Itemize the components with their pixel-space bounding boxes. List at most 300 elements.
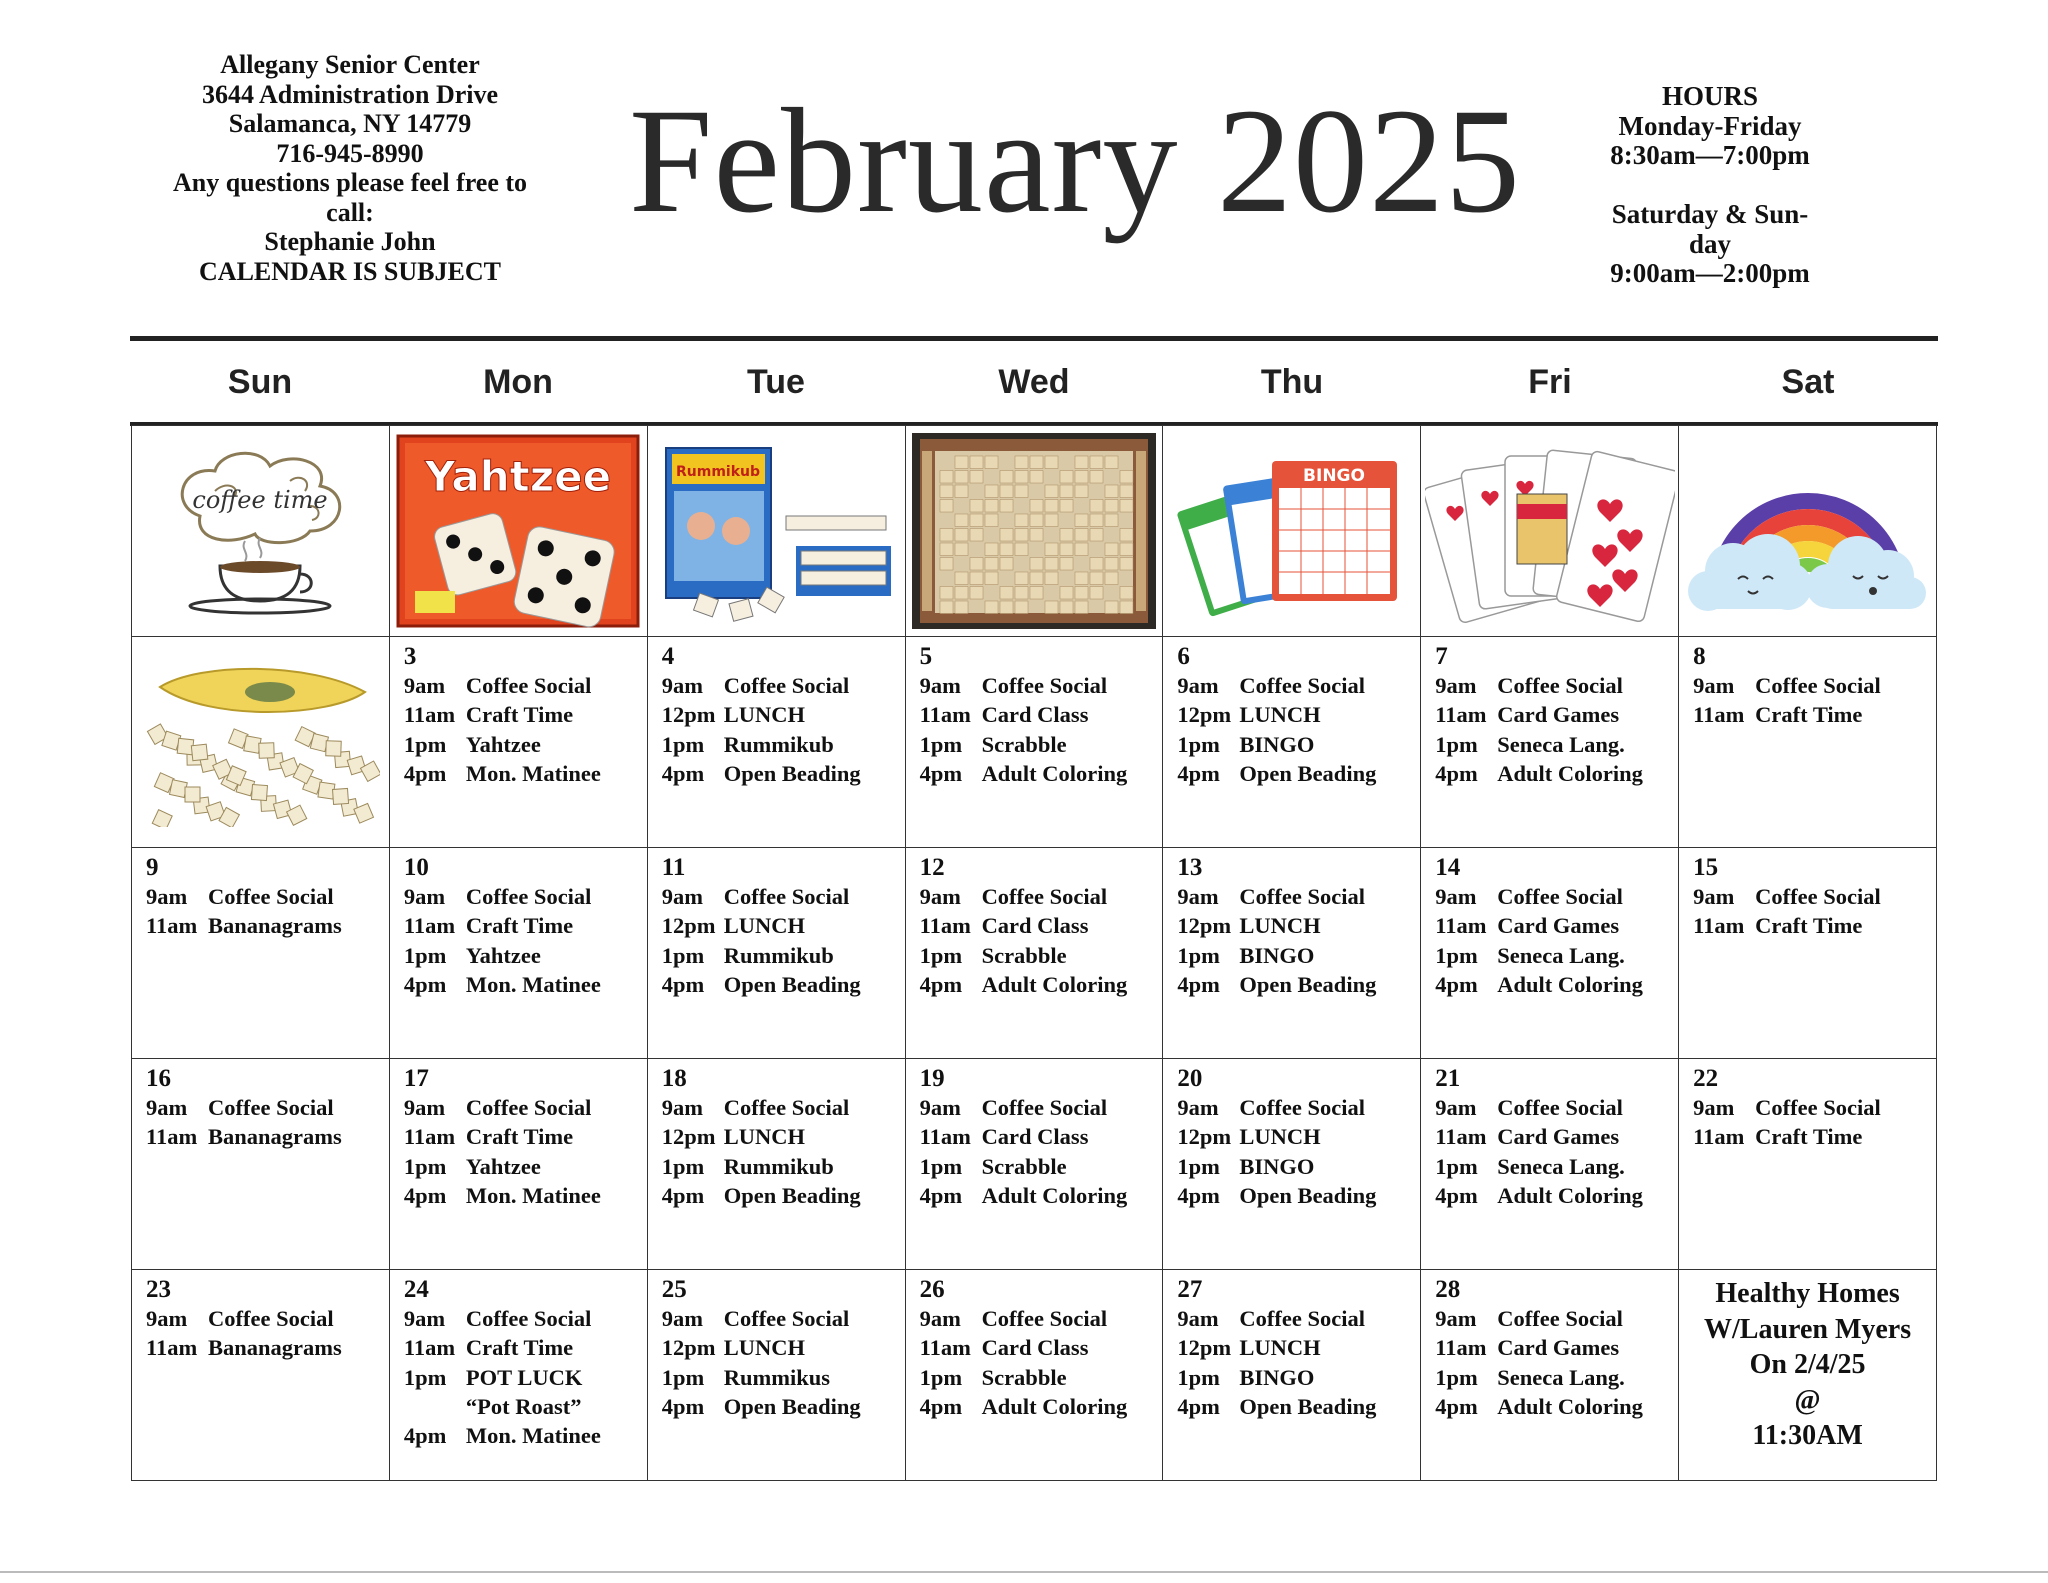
rainbow-clouds-icon <box>1688 441 1928 621</box>
day-cell <box>648 847 906 1058</box>
hours-weekend-label-cont: day <box>1688 228 1732 259</box>
event-entry <box>1693 911 1936 940</box>
event-activity: Coffee Social <box>1497 1095 1623 1120</box>
day-cell <box>1163 847 1421 1058</box>
event-entry <box>146 1093 389 1122</box>
event-activity: Coffee Social <box>981 673 1108 698</box>
event-time: 4pm <box>919 1393 963 1419</box>
event-activity: Open Beading <box>723 1182 861 1208</box>
day-number: 10 <box>403 854 429 881</box>
event-activity: BINGO <box>1239 731 1315 757</box>
event-time: 4pm <box>919 971 963 997</box>
event-entry <box>920 1152 1163 1181</box>
day-cell <box>132 847 390 1058</box>
event-activity: Seneca Lang. <box>1497 731 1625 757</box>
event-activity: BINGO <box>1239 942 1315 968</box>
hours-weekend-label: Saturday & Sun- <box>1611 199 1809 229</box>
event-activity: Card Games <box>1497 913 1620 939</box>
event-entry <box>1177 941 1420 970</box>
event-time: 1pm <box>919 1364 963 1390</box>
healthy-homes-note <box>1679 1269 1937 1480</box>
event-entry <box>920 1304 1163 1333</box>
event-activity: Open Beading <box>1239 971 1377 997</box>
svg-text:coffee time: coffee time <box>192 486 329 514</box>
event-entry <box>920 1392 1163 1421</box>
day-cell <box>906 847 1164 1058</box>
event-activity: “Pot Roast” <box>465 1393 582 1419</box>
event-activity: LUNCH <box>723 1124 805 1150</box>
event-entry <box>1435 911 1678 940</box>
event-entry <box>146 882 389 911</box>
event-time: 1pm <box>403 731 447 757</box>
questions-line: Any questions please feel free to <box>172 168 528 197</box>
event-time: 4pm <box>1177 971 1220 997</box>
event-entry <box>1435 1392 1678 1421</box>
day-cell <box>132 1058 390 1269</box>
event-time: 12pm <box>661 913 716 939</box>
note-line: On 2/4/25 <box>1749 1349 1866 1380</box>
note-line: @ <box>1794 1384 1821 1416</box>
note-line: 11:30AM <box>1752 1420 1863 1451</box>
event-activity: Craft Time <box>1755 1124 1863 1150</box>
event-time: 9am <box>1435 673 1477 698</box>
event-entry <box>920 700 1163 729</box>
event-entry <box>1177 1304 1420 1333</box>
event-time: 4pm <box>919 1182 963 1208</box>
note-line: W/Lauren Myers <box>1704 1313 1912 1345</box>
event-time: 4pm <box>661 1393 705 1419</box>
event-activity: Scrabble <box>981 942 1067 968</box>
event-time: 1pm <box>1177 731 1220 757</box>
day-number: 24 <box>403 1276 429 1303</box>
weekday-sat: Sat <box>1781 363 1835 401</box>
event-activity: Card Games <box>1497 1335 1620 1361</box>
event-entry <box>404 1392 647 1421</box>
event-entry <box>1177 1363 1420 1392</box>
event-time: 12pm <box>661 1124 716 1150</box>
event-activity: Coffee Social <box>1239 673 1366 698</box>
hours-weekday-time: 8:30am—7:00pm <box>1610 140 1810 170</box>
event-entry <box>1435 1093 1678 1122</box>
event-time: 11am <box>403 913 456 939</box>
event-time: 9am <box>403 1306 446 1331</box>
event-activity: LUNCH <box>723 1335 805 1361</box>
event-activity: Coffee Social <box>465 1306 592 1331</box>
event-activity: Adult Coloring <box>1497 1393 1643 1419</box>
event-time: 11am <box>403 702 456 728</box>
day-number: 7 <box>1435 643 1448 670</box>
day-cell <box>906 636 1164 847</box>
bingo-picture <box>1163 425 1421 636</box>
weekday-header-row <box>131 341 1937 425</box>
event-time: 9am <box>1177 673 1219 698</box>
event-time: 9am <box>146 884 188 909</box>
event-activity: POT LUCK <box>465 1364 583 1390</box>
event-activity: Craft Time <box>465 1124 574 1150</box>
event-time: 9am <box>1693 673 1735 698</box>
event-time: 9am <box>919 884 961 909</box>
event-time: 4pm <box>1177 1182 1220 1208</box>
day-number: 13 <box>1177 854 1203 881</box>
page-bottom-edge <box>0 1571 2048 1573</box>
event-activity: Coffee Social <box>1497 1306 1623 1331</box>
event-entry <box>404 1363 647 1392</box>
event-time: 9am <box>1435 1095 1477 1120</box>
event-entry <box>920 1363 1163 1392</box>
event-time: 4pm <box>1177 760 1220 786</box>
weekday-sun: Sun <box>227 363 293 401</box>
hours-block <box>1580 82 1840 289</box>
event-activity: Coffee Social <box>1755 1095 1881 1120</box>
event-entry <box>1435 671 1678 700</box>
day-number: 23 <box>146 1276 171 1303</box>
event-entry <box>404 1181 647 1210</box>
day-number: 26 <box>919 1276 945 1303</box>
event-activity: Open Beading <box>723 760 861 786</box>
event-entry <box>920 1181 1163 1210</box>
event-activity: Adult Coloring <box>1497 1182 1643 1208</box>
event-time: 9am <box>919 1095 961 1120</box>
yahtzee-box-icon <box>395 433 641 629</box>
event-time: 11am <box>403 1335 456 1361</box>
event-time: 11am <box>1435 1335 1487 1361</box>
event-activity: LUNCH <box>1239 913 1321 939</box>
event-time: 1pm <box>1435 942 1478 968</box>
event-time: 9am <box>1693 884 1735 909</box>
event-entry <box>662 1363 905 1392</box>
event-time: 11am <box>146 1124 198 1150</box>
event-activity: Yahtzee <box>465 942 541 968</box>
event-time: 9am <box>661 673 703 698</box>
subject-notice: CALENDAR IS SUBJECT <box>199 256 501 286</box>
day-number: 14 <box>1435 854 1461 881</box>
day-cell <box>1421 1269 1679 1480</box>
day-cell <box>1679 636 1937 847</box>
event-time: 9am <box>919 1306 961 1331</box>
hours-weekday-label: Monday-Friday <box>1618 110 1802 141</box>
event-activity: Rummikub <box>723 1153 834 1179</box>
scrabble-board-icon <box>910 431 1158 631</box>
event-time: 12pm <box>1177 1335 1232 1361</box>
event-time: 12pm <box>1177 913 1232 939</box>
event-time: 9am <box>1177 1306 1219 1331</box>
event-entry <box>1177 970 1420 999</box>
day-number: 6 <box>1177 643 1190 670</box>
event-entry <box>1435 1333 1678 1362</box>
day-cell <box>1421 1058 1679 1269</box>
hours-weekend-time: 9:00am—2:00pm <box>1610 258 1810 288</box>
center-city: Salamanca, NY 14779 <box>228 109 472 138</box>
event-entry <box>1177 700 1420 729</box>
event-entry <box>1435 1304 1678 1333</box>
day-cell <box>648 1269 906 1480</box>
weekday-fri: Fri <box>1528 363 1572 401</box>
event-time: 11am <box>403 1124 456 1150</box>
event-entry <box>920 1333 1163 1362</box>
event-activity: Craft Time <box>465 702 574 728</box>
event-entry <box>146 911 389 940</box>
event-time: 11am <box>1693 1124 1745 1150</box>
event-entry <box>404 730 647 759</box>
event-time: 11am <box>919 702 971 728</box>
event-entry <box>920 882 1163 911</box>
event-activity: LUNCH <box>1239 702 1321 728</box>
day-cell <box>390 847 648 1058</box>
event-activity: BINGO <box>1239 1364 1315 1390</box>
event-entry <box>920 1122 1163 1151</box>
event-entry <box>920 671 1163 700</box>
event-entry <box>404 759 647 788</box>
event-entry <box>146 1122 389 1151</box>
event-time: 4pm <box>661 971 705 997</box>
coffee-time-picture <box>132 425 390 636</box>
event-time: 9am <box>1435 1306 1477 1331</box>
hours-heading: HOURS <box>1661 81 1759 111</box>
event-entry <box>662 730 905 759</box>
yahtzee-picture <box>390 425 648 636</box>
event-entry <box>1693 1093 1936 1122</box>
event-activity: Coffee Social <box>465 673 592 698</box>
day-cell <box>1421 636 1679 847</box>
event-entry <box>404 1333 647 1362</box>
svg-text:BINGO: BINGO <box>1302 466 1365 486</box>
event-activity: LUNCH <box>723 702 805 728</box>
event-entry <box>920 911 1163 940</box>
event-entry <box>1693 1122 1936 1151</box>
event-entry <box>1693 882 1936 911</box>
event-activity: Card Class <box>981 702 1089 728</box>
hours-spacer <box>1580 171 1840 201</box>
event-activity: Card Games <box>1497 1124 1620 1150</box>
event-time: 4pm <box>661 1182 705 1208</box>
bananagrams-tiles-icon <box>140 657 380 827</box>
event-time: 9am <box>1693 1095 1735 1120</box>
event-entry <box>662 882 905 911</box>
event-time: 1pm <box>1435 1153 1478 1179</box>
event-activity: Adult Coloring <box>981 760 1128 786</box>
day-number: 9 <box>146 854 159 881</box>
event-time: 1pm <box>661 1364 705 1390</box>
event-activity: Coffee Social <box>1239 1306 1366 1331</box>
event-time: 11am <box>1435 702 1487 728</box>
event-entry <box>1177 1392 1420 1421</box>
event-activity: Rummikus <box>723 1364 830 1390</box>
event-entry <box>662 700 905 729</box>
day-cell <box>906 1058 1164 1269</box>
event-entry <box>662 759 905 788</box>
event-time: 4pm <box>1435 760 1478 786</box>
event-activity: Adult Coloring <box>1497 760 1643 786</box>
event-activity: Adult Coloring <box>981 971 1128 997</box>
event-time: 11am <box>919 913 971 939</box>
event-entry <box>662 911 905 940</box>
event-time: 1pm <box>1177 942 1220 968</box>
event-time: 9am <box>661 884 703 909</box>
event-activity: Mon. Matinee <box>465 1423 601 1449</box>
event-activity: Adult Coloring <box>1497 971 1643 997</box>
event-entry <box>1693 671 1936 700</box>
event-entry <box>1177 1181 1420 1210</box>
event-entry <box>1435 970 1678 999</box>
event-time: 12pm <box>661 702 716 728</box>
bingo-cards-icon <box>1172 441 1412 621</box>
day-cell <box>390 1058 648 1269</box>
event-activity: Yahtzee <box>465 731 541 757</box>
event-activity: Seneca Lang. <box>1497 942 1625 968</box>
calendar-grid <box>131 425 1937 1481</box>
rainbow-picture <box>1679 425 1937 636</box>
event-entry <box>1177 730 1420 759</box>
event-activity: Seneca Lang. <box>1497 1153 1625 1179</box>
event-activity: Craft Time <box>1755 702 1863 728</box>
weekday-wed: Wed <box>998 363 1070 401</box>
event-entry <box>920 759 1163 788</box>
event-activity: Coffee Social <box>723 673 850 698</box>
day-number: 27 <box>1177 1276 1203 1303</box>
event-activity: Card Games <box>1497 702 1620 728</box>
event-entry <box>1177 882 1420 911</box>
event-time: 11am <box>1693 702 1745 728</box>
day-number: 25 <box>661 1276 687 1303</box>
event-entry <box>662 1093 905 1122</box>
day-number: 4 <box>661 643 675 670</box>
event-activity: Adult Coloring <box>981 1393 1128 1419</box>
event-activity: Coffee Social <box>1755 673 1881 698</box>
event-activity: Mon. Matinee <box>465 971 601 997</box>
event-entry <box>662 1304 905 1333</box>
event-activity: Craft Time <box>465 913 574 939</box>
day-number: 18 <box>661 1065 687 1092</box>
event-entry <box>1435 941 1678 970</box>
day-cell <box>1421 847 1679 1058</box>
event-entry <box>662 1122 905 1151</box>
day-number: 16 <box>146 1065 171 1092</box>
event-activity: Card Class <box>981 1124 1089 1150</box>
day-number: 8 <box>1693 643 1706 670</box>
event-activity: Rummikub <box>723 942 834 968</box>
event-activity: Adult Coloring <box>981 1182 1128 1208</box>
event-entry <box>1177 911 1420 940</box>
event-activity: Rummikub <box>723 731 834 757</box>
event-time: 1pm <box>1435 731 1478 757</box>
weekday-tue: Tue <box>747 363 805 401</box>
event-activity: Coffee Social <box>208 1095 334 1120</box>
event-activity: LUNCH <box>1239 1124 1321 1150</box>
event-activity: Coffee Social <box>1497 673 1623 698</box>
calendar-title: February 2025 <box>629 78 1521 244</box>
event-activity: Scrabble <box>981 731 1067 757</box>
event-entry <box>1435 1363 1678 1392</box>
event-entry <box>404 1421 647 1450</box>
event-time: 1pm <box>919 1153 963 1179</box>
event-entry <box>662 671 905 700</box>
event-entry <box>662 1181 905 1210</box>
event-activity: Coffee Social <box>465 884 592 909</box>
event-time: 9am <box>661 1095 703 1120</box>
event-activity: Coffee Social <box>723 884 850 909</box>
event-time: 9am <box>403 884 446 909</box>
day-number: 17 <box>403 1065 429 1092</box>
event-time: 4pm <box>403 760 447 786</box>
event-entry <box>1435 730 1678 759</box>
event-activity: Scrabble <box>981 1153 1067 1179</box>
event-entry <box>1177 1152 1420 1181</box>
scrabble-picture <box>906 425 1164 636</box>
event-activity: Coffee Social <box>1755 884 1881 909</box>
event-entry <box>1435 1181 1678 1210</box>
event-entry <box>146 1333 389 1362</box>
event-entry <box>920 730 1163 759</box>
event-time: 1pm <box>403 1364 447 1390</box>
event-time: 9am <box>1177 884 1219 909</box>
event-time: 9am <box>919 673 961 698</box>
event-entry <box>662 1152 905 1181</box>
event-entry <box>920 1093 1163 1122</box>
event-entry <box>920 970 1163 999</box>
event-entry <box>1177 671 1420 700</box>
day-cell <box>132 1269 390 1480</box>
day-number: 20 <box>1177 1065 1203 1092</box>
event-entry <box>404 911 647 940</box>
event-activity: Coffee Social <box>1497 884 1623 909</box>
event-time: 9am <box>1435 884 1477 909</box>
day-number: 12 <box>919 854 945 881</box>
event-entry <box>662 941 905 970</box>
day-number: 3 <box>403 643 417 670</box>
event-time: 4pm <box>1435 971 1478 997</box>
event-activity: BINGO <box>1239 1153 1315 1179</box>
event-activity: Coffee Social <box>1239 1095 1366 1120</box>
contact-name: Stephanie John <box>264 227 436 256</box>
event-activity: Mon. Matinee <box>465 760 601 786</box>
event-time: 9am <box>1177 1095 1219 1120</box>
event-activity: Coffee Social <box>208 884 334 909</box>
day-number: 11 <box>661 854 686 881</box>
event-time: 11am <box>1435 1124 1487 1150</box>
event-entry <box>146 1304 389 1333</box>
event-time: 11am <box>919 1124 971 1150</box>
event-time: 4pm <box>1177 1393 1220 1419</box>
event-entry <box>662 1392 905 1421</box>
event-activity: Yahtzee <box>465 1153 541 1179</box>
event-time: 11am <box>146 1335 198 1361</box>
day-number: 21 <box>1435 1065 1461 1092</box>
event-activity: Bananagrams <box>208 1335 342 1361</box>
event-activity: Coffee Social <box>208 1306 334 1331</box>
event-activity: Bananagrams <box>208 1124 342 1150</box>
day-cell <box>390 636 648 847</box>
event-entry <box>404 671 647 700</box>
event-entry <box>1693 700 1936 729</box>
day-cell <box>1163 1058 1421 1269</box>
center-address-block <box>140 50 560 286</box>
event-entry <box>404 970 647 999</box>
event-time: 12pm <box>1177 702 1232 728</box>
day-cell <box>1163 1269 1421 1480</box>
weekday-thu: Thu <box>1260 363 1324 401</box>
event-activity: Mon. Matinee <box>465 1182 601 1208</box>
event-entry <box>1435 1152 1678 1181</box>
event-time: 11am <box>919 1335 971 1361</box>
note-line: Healthy Homes <box>1715 1278 1900 1309</box>
event-time: 9am <box>403 673 446 698</box>
event-time: 11am <box>146 913 198 939</box>
svg-text:Rummikub: Rummikub <box>676 464 761 480</box>
day-number: 28 <box>1435 1276 1461 1303</box>
event-time: 11am <box>1693 913 1745 939</box>
event-time: 1pm <box>919 731 963 757</box>
day-cell <box>1679 1058 1937 1269</box>
